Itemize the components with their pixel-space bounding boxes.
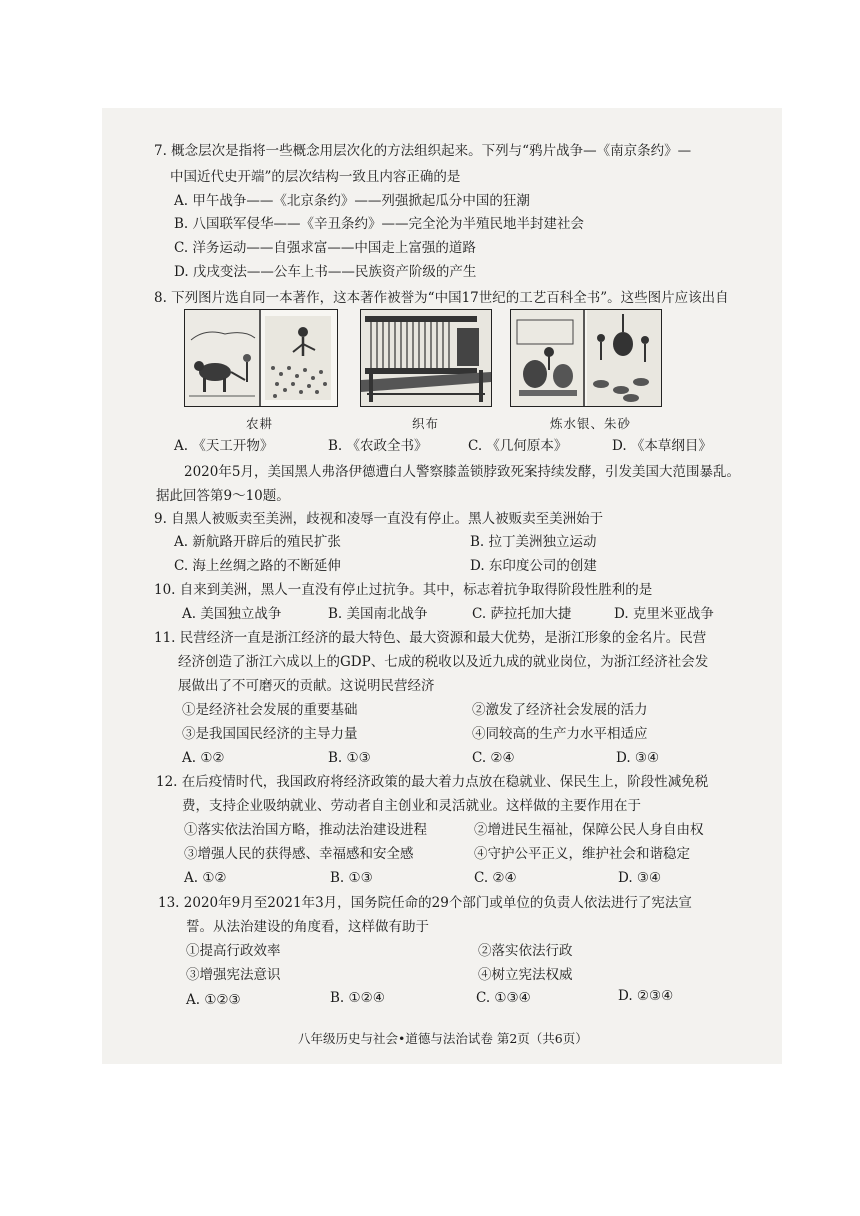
q9-stem: 9. 自黑人被贩卖至美洲，歧视和凌辱一直没有停止。黑人被贩卖至美洲始于 — [154, 511, 604, 527]
q13-option-c: C. ①③④ — [476, 990, 531, 1006]
q12-option-a: A. ①② — [184, 870, 227, 886]
q10-option-b: B. 美国南北战争 — [328, 606, 428, 622]
q9-option-b: B. 拉丁美洲独立运动 — [470, 534, 597, 550]
caption-farming: 农耕 — [246, 416, 274, 431]
caption-weaving: 织布 — [412, 416, 440, 431]
q13-statement-1: ①提高行政效率 — [186, 943, 281, 959]
weaving-illustration — [360, 309, 492, 407]
q12-stem-line1: 12. 在后疫情时代，我国政府将经济政策的最大着力点放在稳就业、保民生上，阶段性减免税 — [156, 774, 709, 790]
q11-statement-3: ③是我国国民经济的主导力量 — [182, 726, 358, 742]
q12-option-c: C. ②④ — [474, 870, 517, 886]
q8-option-c: C. 《几何原本》 — [468, 438, 568, 454]
q12-stem-line2: 费，支持企业吸纳就业、劳动者自主创业和灵活就业。这样做的主要作用在于 — [182, 798, 641, 814]
q13-stem-line1: 13. 2020年9月至2021年3月，国务院任命的29个部门或单位的负责人依法进行了宪法宣 — [158, 895, 692, 911]
passage-line1: 2020年5月，美国黑人弗洛伊德遭白人警察膝盖锁脖致死案持续发酵，引发美国大范围暴乱。 — [184, 464, 740, 480]
mercury-cinnabar-illustration — [510, 309, 662, 407]
q13-option-d: D. ②③④ — [618, 988, 674, 1004]
exam-page — [102, 108, 782, 1064]
q13-option-b: B. ①②④ — [330, 990, 385, 1006]
caption-mercury-cinnabar: 炼水银、朱砂 — [550, 416, 632, 431]
q12-option-d: D. ③④ — [618, 870, 662, 886]
q13-option-a: A. ①②③ — [186, 992, 241, 1008]
q7-option-b: B. 八国联军侵华——《辛丑条约》——完全沦为半殖民地半封建社会 — [174, 216, 585, 232]
q12-statement-2: ②增进民生福祉，保障公民人身自由权 — [474, 822, 704, 838]
q12-statement-4: ④守护公平正义，维护社会和谐稳定 — [474, 846, 690, 862]
q7-option-c: C. 洋务运动——自强求富——中国走上富强的道路 — [174, 240, 476, 256]
q13-statement-2: ②落实依法行政 — [478, 943, 573, 959]
passage-line2: 据此回答第9～10题。 — [156, 488, 290, 504]
q11-option-b: B. ①③ — [328, 750, 371, 766]
q12-statement-1: ①落实依法治国方略，推动法治建设进程 — [184, 822, 427, 838]
q11-stem-line3: 展做出了不可磨灭的贡献。这说明民营经济 — [178, 678, 435, 694]
q11-statement-1: ①是经济社会发展的重要基础 — [182, 702, 358, 718]
q7-stem-line1: 7. 概念层次是指将一些概念用层次化的方法组织起来。下列与“鸦片战争—《南京条约》— — [154, 143, 692, 159]
q13-stem-line2: 誓。从法治建设的角度看，这样做有助于 — [186, 919, 429, 935]
q10-option-c: C. 萨拉托加大捷 — [472, 606, 572, 622]
q10-option-d: D. 克里米亚战争 — [614, 606, 714, 622]
q11-option-d: D. ③④ — [616, 750, 660, 766]
q8-option-b: B. 《农政全书》 — [328, 438, 428, 454]
q13-statement-4: ④树立宪法权威 — [478, 967, 573, 983]
q8-option-a: A. 《天工开物》 — [174, 438, 274, 454]
q7-option-d: D. 戊戌变法——公车上书——民族资产阶级的产生 — [174, 264, 477, 280]
q11-statement-4: ④同较高的生产力水平相适应 — [472, 726, 648, 742]
q10-stem: 10. 自来到美洲，黑人一直没有停止过抗争。其中，标志着抗争取得阶段性胜利的是 — [154, 582, 653, 598]
q9-option-d: D. 东印度公司的创建 — [470, 558, 597, 574]
q10-option-a: A. 美国独立战争 — [182, 606, 282, 622]
q8-option-d: D. 《本草纲目》 — [612, 438, 712, 454]
q11-statement-2: ②激发了经济社会发展的活力 — [472, 702, 648, 718]
q12-statement-3: ③增强人民的获得感、幸福感和安全感 — [184, 846, 414, 862]
q7-option-a: A. 甲午战争——《北京条约》——列强掀起瓜分中国的狂潮 — [174, 193, 530, 209]
q12-option-b: B. ①③ — [330, 870, 373, 886]
page-footer: 八年级历史与社会•道德与法治试卷 第2页（共6页） — [298, 1031, 588, 1046]
q7-stem-line2: 中国近代史开端”的层次结构一致且内容正确的是 — [170, 169, 461, 185]
q11-option-c: C. ②④ — [472, 750, 515, 766]
q11-stem-line2: 经济创造了浙江六成以上的GDP、七成的税收以及近九成的就业岗位，为浙江经济社会发 — [178, 654, 709, 670]
q13-statement-3: ③增强宪法意识 — [186, 967, 281, 983]
q11-stem-line1: 11. 民营经济一直是浙江经济的最大特色、最大资源和最大优势，是浙江形象的金名片。民营 — [154, 630, 707, 646]
farming-illustration — [184, 309, 338, 407]
q11-option-a: A. ①② — [182, 750, 225, 766]
q8-stem: 8. 下列图片选自同一本著作，这本著作被誉为“中国17世纪的工艺百科全书”。这些图片应该出自 — [154, 290, 729, 306]
q9-option-a: A. 新航路开辟后的殖民扩张 — [174, 534, 341, 550]
q9-option-c: C. 海上丝绸之路的不断延伸 — [174, 558, 341, 574]
